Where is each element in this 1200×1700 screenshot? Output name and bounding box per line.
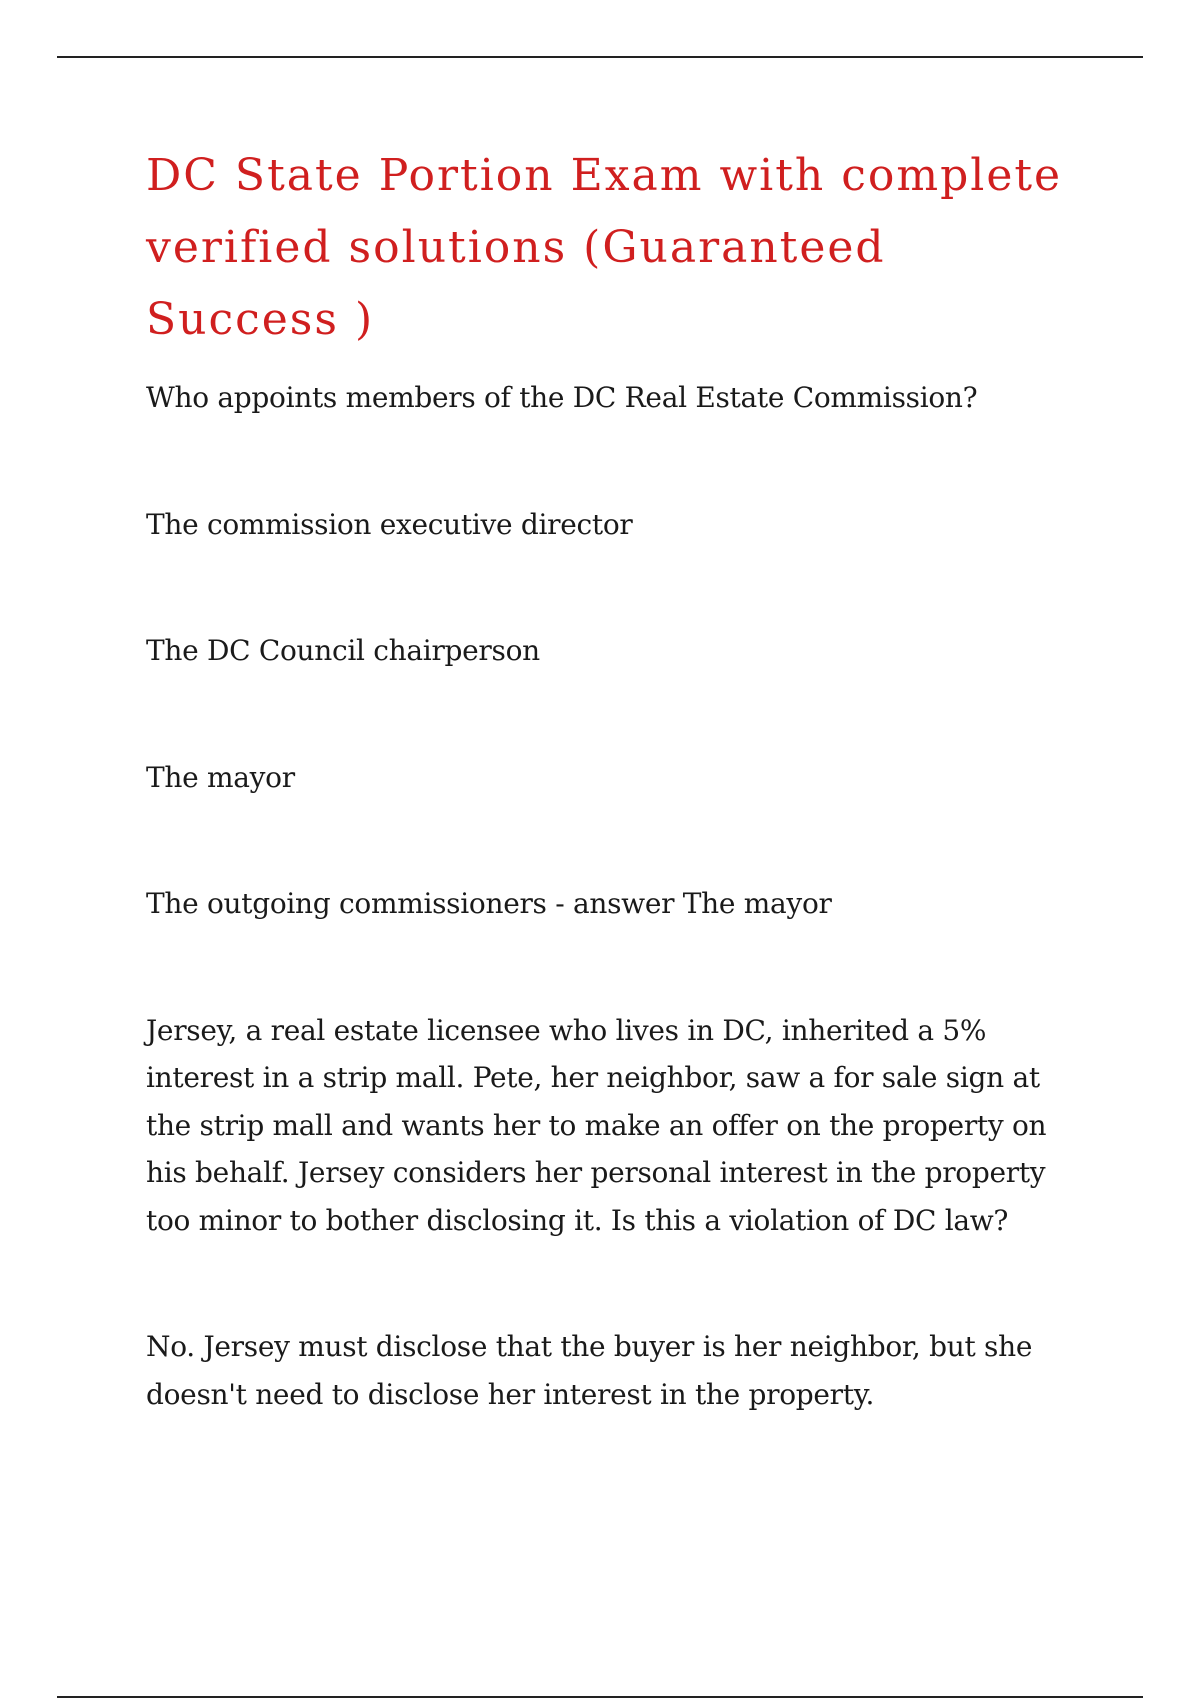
footer-rule (57, 1696, 1143, 1698)
option-4-with-answer: The outgoing commissioners - answer The mayor (146, 887, 832, 920)
header-rule (57, 56, 1143, 58)
option-2-1: No. Jersey must disclose that the buyer is her neighbor, but she doesn't need to disclose her interest in the property. (146, 1330, 1033, 1411)
question-2: Jersey, a real estate licensee who lives in DC, inherited a 5% interest in a strip mall. Pete, her neighbor, saw a for sale sign at the strip mall and wants her to make an offer on the property on his behalf. Jersey considers her personal interest in the property too minor to bother disclosing it. Is this a violation of DC law? (146, 1013, 1047, 1237)
question-1: Who appoints members of the DC Real Estate Commission? (146, 381, 978, 414)
document-body (146, 140, 1086, 1418)
document-title: DC State Portion Exam with complete verified solutions (Guaranteed Success ) (146, 150, 1063, 345)
option-2: The DC Council chairperson (146, 634, 540, 667)
option-3: The mayor (146, 760, 295, 794)
option-1: The commission executive director (146, 507, 633, 541)
